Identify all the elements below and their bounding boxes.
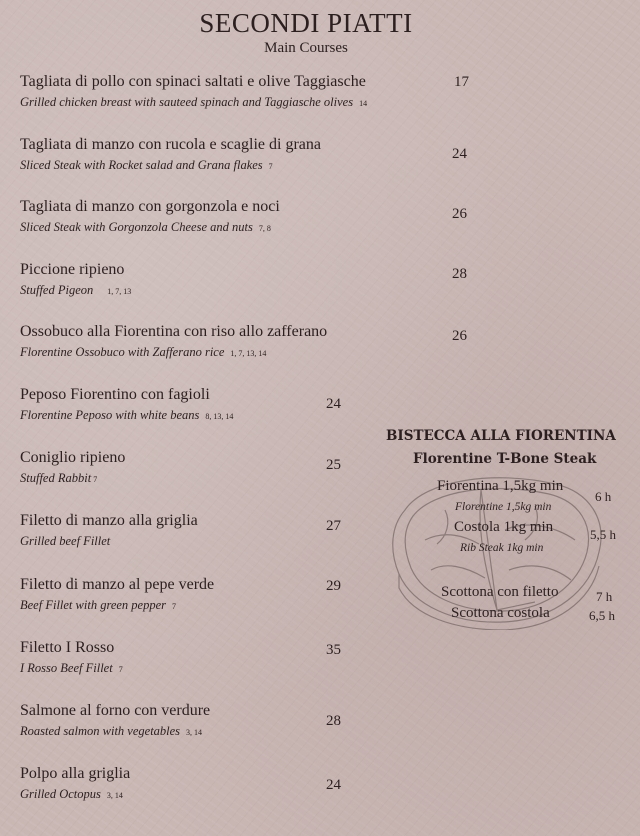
item-allergens: 3, 14	[186, 728, 203, 737]
menu-item	[20, 136, 321, 173]
item-desc: Florentine Peposo with white beans 8, 13, 14	[20, 408, 234, 422]
item-desc: Sliced Steak with Gorgonzola Cheese and nuts 7, 8	[20, 220, 271, 234]
item-allergens: 7	[118, 665, 123, 674]
item-price: 28	[452, 266, 467, 282]
item-name: Coniglio ripieno	[20, 449, 126, 466]
menu-item	[20, 323, 327, 360]
menu-item	[20, 449, 125, 486]
item-name: Piccione ripieno	[20, 261, 125, 278]
item-name: Filetto di manzo alla griglia	[20, 512, 198, 529]
page-subtitle: Main Courses	[264, 40, 348, 56]
item-allergens: 7	[93, 475, 98, 484]
item-desc: Sliced Steak with Rocket salad and Grana flakes 7	[20, 158, 273, 172]
item-name: Ossobuco alla Fiorentina con riso allo zafferano	[20, 323, 328, 340]
item-name: Filetto I Rosso	[20, 639, 115, 656]
menu-item	[20, 198, 280, 235]
item-allergens: 7	[268, 162, 273, 171]
bistecca-item-desc: Rib Steak 1kg min	[460, 542, 544, 554]
item-name: Peposo Fiorentino con fagioli	[20, 386, 210, 403]
bistecca-item-price: 6,5 h	[589, 608, 615, 623]
item-price: 28	[326, 713, 341, 729]
item-price: 27	[326, 518, 341, 534]
item-desc: Stuffed Pigeon 1, 7, 13	[20, 283, 132, 297]
bistecca-title: BISTECCA ALLA FIORENTINA	[386, 428, 616, 444]
menu-item	[20, 765, 130, 802]
menu-item	[20, 512, 198, 549]
item-name: Tagliata di manzo con gorgonzola e noci	[20, 198, 280, 215]
item-name: Tagliata di manzo con rucola e scaglie di grana	[20, 136, 321, 153]
item-price: 26	[452, 328, 467, 344]
item-price: 24	[326, 777, 341, 793]
item-price: 17	[454, 74, 469, 90]
menu-item	[20, 73, 367, 110]
item-allergens: 7	[172, 602, 177, 611]
item-name: Filetto di manzo al pepe verde	[20, 576, 215, 593]
item-price: 35	[326, 642, 341, 658]
bistecca-item-name: Scottona costola	[451, 605, 550, 621]
menu-item	[20, 702, 210, 739]
item-allergens: 14	[359, 99, 368, 108]
item-price: 26	[452, 206, 467, 222]
bistecca-item-name: Costola 1kg min	[454, 519, 554, 535]
item-allergens: 8, 13, 14	[205, 412, 234, 421]
item-desc: Florentine Ossobuco with Zafferano rice 1, 7, 13, 14	[20, 345, 267, 359]
item-price: 25	[326, 457, 341, 473]
bistecca-item-name: Scottona con filetto	[441, 584, 559, 600]
item-allergens: 1, 7, 13	[107, 287, 132, 296]
item-desc: Grilled Octopus 3, 14	[20, 787, 123, 801]
item-desc: Roasted salmon with vegetables 3, 14	[20, 724, 203, 738]
page-title: SECONDI PIATTI	[199, 8, 413, 38]
item-allergens: 1, 7, 13, 14	[230, 349, 267, 358]
menu-item	[20, 639, 123, 676]
item-desc: I Rosso Beef Fillet 7	[20, 661, 123, 675]
bistecca-item-price: 5,5 h	[590, 527, 616, 542]
bistecca-subtitle: Florentine T-Bone Steak	[413, 451, 597, 467]
item-desc: Grilled beef Fillet	[20, 534, 111, 548]
bistecca-item-name: Fiorentina 1,5kg min	[437, 478, 564, 494]
item-price: 24	[452, 146, 467, 162]
menu-item	[20, 261, 131, 298]
menu-item	[20, 576, 214, 613]
bistecca-item-desc: Florentine 1,5kg min	[455, 501, 552, 513]
item-allergens: 3, 14	[106, 791, 123, 800]
item-name: Polpo alla griglia	[20, 765, 131, 782]
item-desc: Stuffed Rabbit 7	[20, 471, 98, 485]
item-desc: Beef Fillet with green pepper 7	[20, 598, 177, 612]
item-name: Salmone al forno con verdure	[20, 702, 211, 719]
menu-item	[20, 386, 233, 423]
bistecca-item-price: 7 h	[596, 589, 613, 604]
bistecca-item-price: 6 h	[595, 489, 612, 504]
item-price: 29	[326, 578, 341, 594]
item-name: Tagliata di pollo con spinaci saltati e olive Taggiasche	[20, 73, 366, 90]
item-allergens: 7, 8	[258, 224, 271, 233]
item-desc: Grilled chicken breast with sauteed spinach and Taggiasche olives 14	[20, 95, 368, 109]
item-price: 24	[326, 396, 341, 412]
